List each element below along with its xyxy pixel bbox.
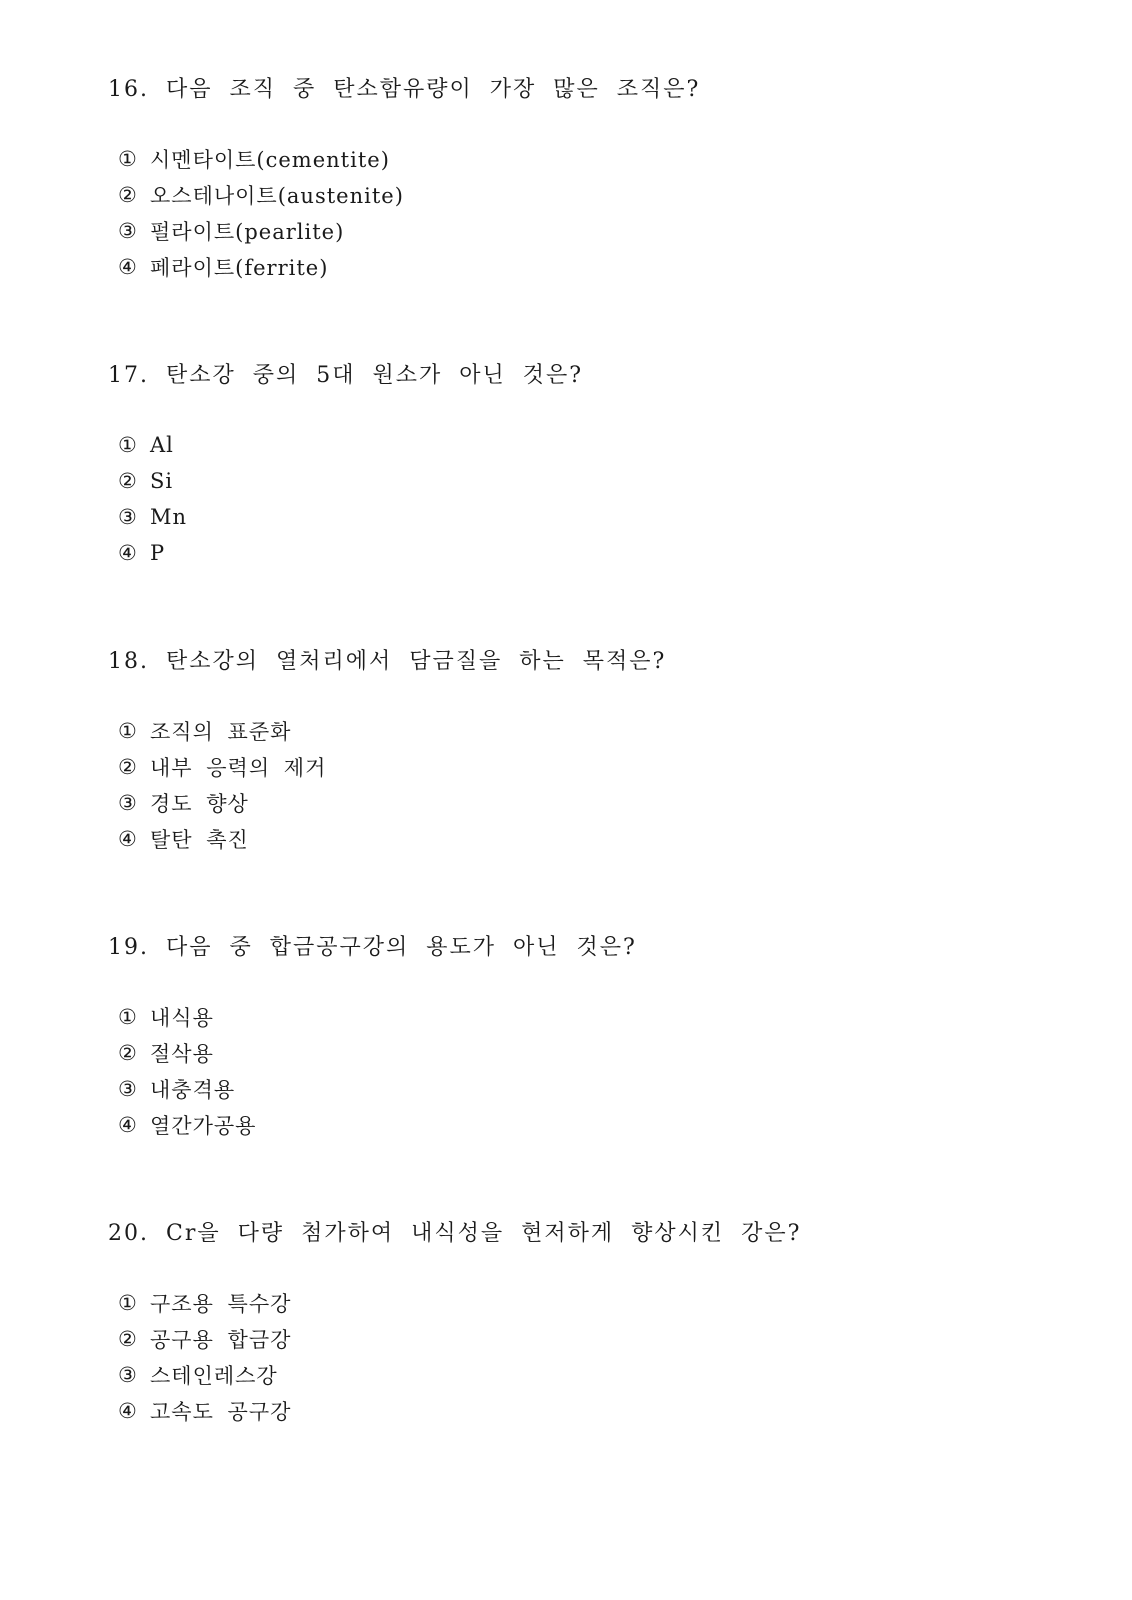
question-text: 16. 다음 조직 중 탄소함유량이 가장 많은 조직은? [108,77,701,102]
choice-number: ④ [118,1113,137,1137]
choice-text: 오스테나이트(austenite) [150,184,404,208]
choice-text: 탈탄 촉진 [150,828,249,852]
choice-text: Si [150,469,174,493]
choice-text: P [150,541,166,565]
choice-text: 내식용 [150,1006,214,1030]
choice-text: 스테인레스강 [150,1364,278,1388]
choice-text: 시멘타이트(cementite) [150,148,390,172]
choice-text: 공구용 합금강 [150,1328,292,1352]
choice-number: ③ [118,505,137,529]
choice-item[interactable] [118,1321,291,1357]
choice-number: ① [118,1005,137,1029]
question-18 [108,647,1048,852]
choice-list [118,427,187,571]
choice-text: 조직의 표준화 [150,720,292,744]
choice-item[interactable] [118,1393,291,1429]
choice-text: 구조용 특수강 [150,1292,292,1316]
choice-item[interactable] [118,141,404,177]
question-20 [108,1219,1048,1424]
choice-item[interactable] [118,1071,256,1107]
choice-item[interactable] [118,785,326,821]
choice-number: ③ [118,1363,137,1387]
question-text: 19. 다음 중 합금공구강의 용도가 아닌 것은? [108,935,637,960]
choice-item[interactable] [118,1035,256,1071]
choice-text: 절삭용 [150,1042,214,1066]
choice-text: 페라이트(ferrite) [150,256,329,280]
choice-list [118,999,256,1143]
choice-number: ① [118,147,137,171]
choice-number: ② [118,1327,137,1351]
choice-number: ③ [118,791,137,815]
choice-number: ② [118,469,137,493]
choice-item[interactable] [118,249,404,285]
choice-list [118,141,404,285]
choice-list [118,713,326,857]
question-text: 17. 탄소강 중의 5대 원소가 아닌 것은? [108,363,584,388]
choice-number: ① [118,719,137,743]
choice-list [118,1285,291,1429]
choice-item[interactable] [118,427,187,463]
choice-text: 열간가공용 [150,1114,257,1138]
choice-number: ① [118,1291,137,1315]
choice-number: ③ [118,1077,137,1101]
choice-item[interactable] [118,499,187,535]
question-text: 18. 탄소강의 열처리에서 담금질을 하는 목적은? [108,649,667,674]
choice-item[interactable] [118,999,256,1035]
choice-text: 고속도 공구강 [150,1400,292,1424]
choice-number: ④ [118,1399,137,1423]
choice-text: 경도 향상 [150,792,249,816]
choice-number: ② [118,755,137,779]
choice-item[interactable] [118,1285,291,1321]
choice-item[interactable] [118,821,326,857]
choice-item[interactable] [118,713,326,749]
choice-number: ③ [118,219,137,243]
choice-item[interactable] [118,1357,291,1393]
choice-number: ④ [118,541,137,565]
question-text: 20. Cr을 다량 첨가하여 내식성을 현저하게 향상시킨 강은? [108,1221,802,1246]
question-16 [108,75,1048,280]
choice-number: ④ [118,255,137,279]
choice-text: Mn [150,505,188,529]
choice-number: ② [118,183,137,207]
choice-number: ② [118,1041,137,1065]
choice-item[interactable] [118,177,404,213]
choice-text: Al [150,433,174,457]
question-19 [108,933,1048,1138]
choice-item[interactable] [118,535,187,571]
choice-item[interactable] [118,463,187,499]
question-17 [108,361,1048,565]
choice-item[interactable] [118,749,326,785]
choice-item[interactable] [118,1107,256,1143]
choice-item[interactable] [118,213,404,249]
choice-text: 내충격용 [150,1078,236,1102]
choice-text: 펄라이트(pearlite) [150,220,345,244]
choice-number: ① [118,433,137,457]
choice-text: 내부 응력의 제거 [150,756,327,780]
choice-number: ④ [118,827,137,851]
